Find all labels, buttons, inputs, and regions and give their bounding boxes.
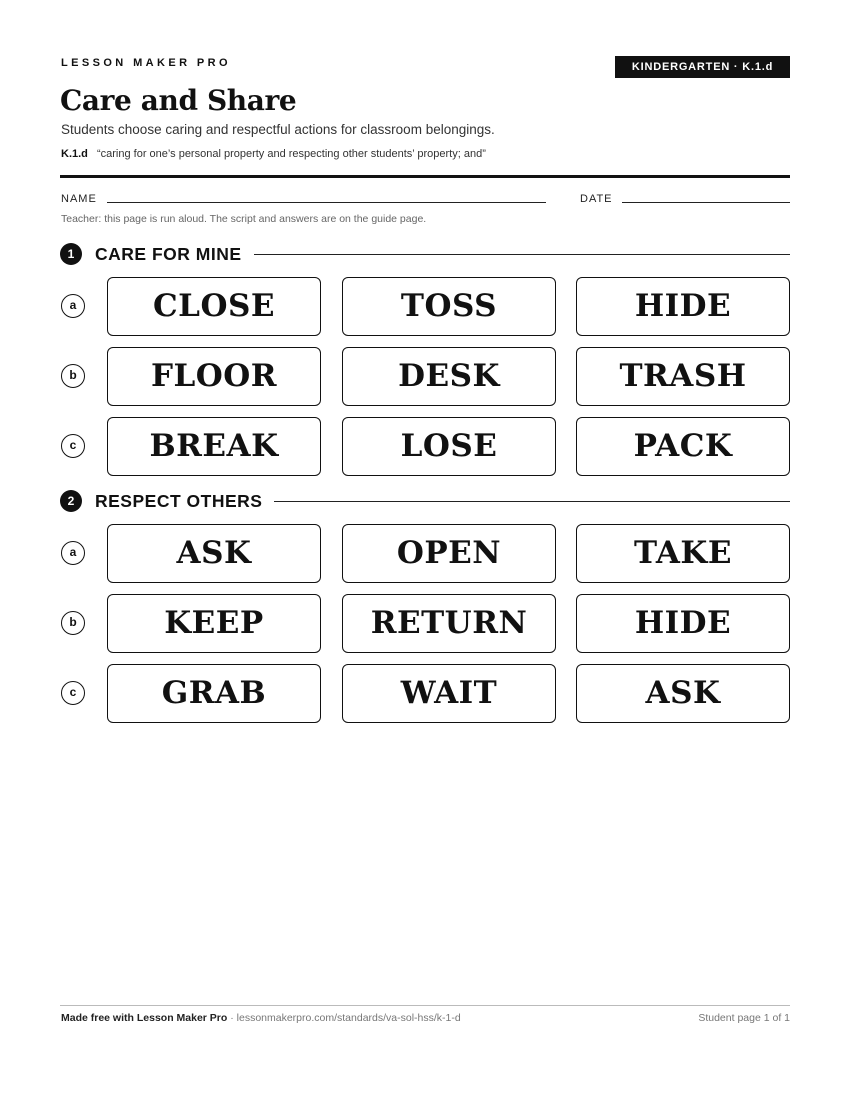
date-label: DATE	[580, 193, 613, 205]
footer-url[interactable]: · lessonmakerpro.com/standards/va-sol-hss/k-1-d	[227, 1012, 461, 1024]
word-card[interactable]: HIDE	[576, 594, 790, 653]
row-letter: a	[61, 294, 85, 318]
word-card[interactable]: TRASH	[576, 347, 790, 406]
page-subtitle: Students choose caring and respectful actions for classroom belongings.	[61, 122, 495, 137]
word-card[interactable]: BREAK	[107, 417, 321, 476]
name-field-line[interactable]	[107, 202, 546, 203]
footer-credit	[61, 1012, 461, 1024]
page-title: Care and Share	[60, 84, 297, 117]
row-letter: a	[61, 541, 85, 565]
date-field-line[interactable]	[622, 202, 790, 203]
section-title: CARE FOR MINE	[95, 242, 254, 266]
row-letter: b	[61, 611, 85, 635]
word-card[interactable]: KEEP	[107, 594, 321, 653]
section-number: 1	[60, 243, 82, 265]
section-title: RESPECT OTHERS	[95, 489, 274, 513]
word-card[interactable]: TOSS	[342, 277, 556, 336]
standard-text: “caring for one’s personal property and respecting other students’ property; and”	[96, 148, 486, 160]
word-card[interactable]: FLOOR	[107, 347, 321, 406]
footer-divider	[60, 1005, 790, 1006]
footer-page-number: Student page 1 of 1	[698, 1012, 790, 1024]
word-card[interactable]: HIDE	[576, 277, 790, 336]
word-card[interactable]: RETURN	[342, 594, 556, 653]
brand-name: LESSON MAKER PRO	[61, 57, 231, 69]
section-number: 2	[60, 490, 82, 512]
word-card[interactable]: PACK	[576, 417, 790, 476]
grade-badge: KINDERGARTEN · K.1.d	[615, 56, 790, 78]
word-card[interactable]: WAIT	[342, 664, 556, 723]
footer-made-with: Made free with Lesson Maker Pro	[61, 1012, 228, 1024]
word-card[interactable]: TAKE	[576, 524, 790, 583]
teacher-note: Teacher: this page is run aloud. The script and answers are on the guide page.	[61, 213, 427, 225]
section-care-for-mine	[60, 242, 790, 266]
word-card[interactable]: GRAB	[107, 664, 321, 723]
row-letter: c	[61, 681, 85, 705]
word-card[interactable]: ASK	[107, 524, 321, 583]
word-card[interactable]: LOSE	[342, 417, 556, 476]
header-divider	[60, 175, 790, 178]
word-card[interactable]: CLOSE	[107, 277, 321, 336]
word-card[interactable]: OPEN	[342, 524, 556, 583]
word-card[interactable]: DESK	[342, 347, 556, 406]
row-letter: c	[61, 434, 85, 458]
standard-line	[61, 148, 486, 160]
name-label: NAME	[61, 193, 97, 205]
standard-code: K.1.d	[61, 148, 88, 160]
section-respect-others	[60, 489, 790, 513]
row-letter: b	[61, 364, 85, 388]
word-card[interactable]: ASK	[576, 664, 790, 723]
